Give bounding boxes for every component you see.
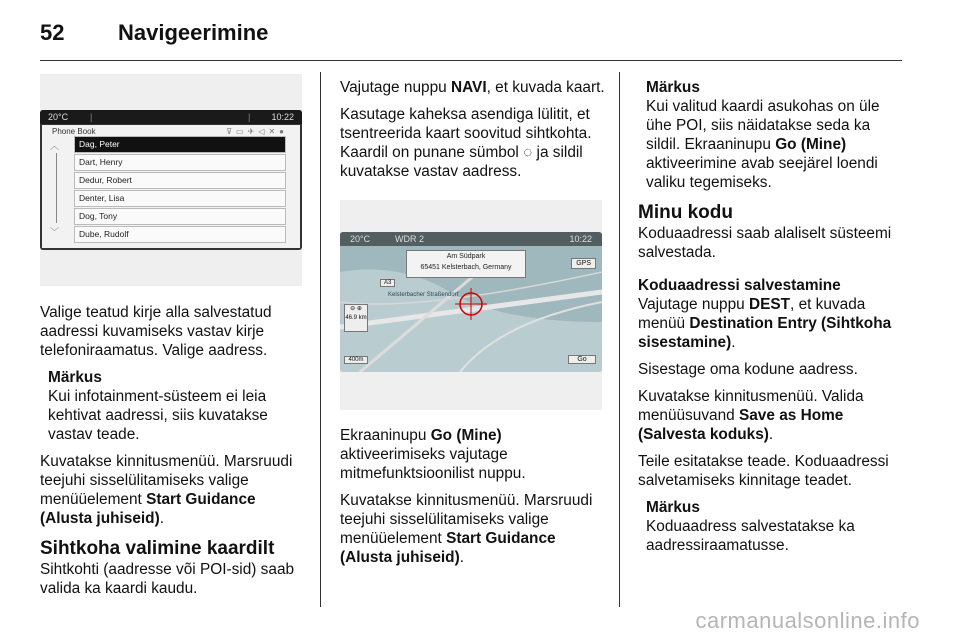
note-box bbox=[638, 78, 906, 192]
note-box bbox=[638, 498, 906, 555]
column-2 bbox=[340, 78, 605, 189]
text-span: Kui valitud kaardi asukohas on üle ühe POI, siis näidatakse seda ka sildil. Ekraaninupu bbox=[646, 98, 880, 153]
text-span: . bbox=[731, 334, 736, 351]
address-label bbox=[406, 250, 526, 278]
status-separator: | bbox=[248, 112, 251, 122]
note-title: Märkus bbox=[646, 499, 700, 516]
contact-row[interactable]: Dedur, Robert bbox=[74, 172, 286, 189]
section-heading: Minu kodu bbox=[638, 202, 733, 223]
note-title: Märkus bbox=[646, 79, 700, 96]
status-icons: ⊽▭✈◁✕● bbox=[226, 127, 288, 136]
road-label: A3 bbox=[380, 279, 395, 287]
text-span: Vajutage nuppu bbox=[638, 296, 749, 313]
contact-row[interactable]: Dube, Rudolf bbox=[74, 226, 286, 243]
subsection-heading: Koduaadressi salvestamine bbox=[638, 277, 841, 294]
column-divider-1 bbox=[320, 72, 321, 607]
figure-phonebook bbox=[40, 74, 302, 286]
column-3 bbox=[638, 78, 906, 563]
column-1 bbox=[40, 303, 310, 606]
button-reference: Go (Mine) bbox=[775, 136, 847, 153]
text-span: aktiveerimine avab seejärel loendi valiku tegemiseks. bbox=[646, 155, 878, 191]
city-label: Kelsterbacher Straßendorf bbox=[388, 292, 459, 298]
speed-readout: 46.9 km bbox=[345, 315, 367, 321]
contact-row[interactable]: Dog, Tony bbox=[74, 208, 286, 225]
text-span: . bbox=[159, 510, 164, 527]
phonebook-panel bbox=[42, 125, 300, 248]
header-rule bbox=[40, 60, 902, 61]
map-screen bbox=[340, 232, 602, 372]
text-span: Kuvatakse kinnitusmenüü. Marsruudi teejuhi sisselülitamiseks valige menüüelement bbox=[40, 453, 293, 508]
phonebook-title: Phone Book bbox=[52, 127, 96, 136]
zoom-panel[interactable] bbox=[344, 304, 368, 332]
paragraph bbox=[638, 295, 906, 352]
text-span: , et kuvada kaart. bbox=[486, 79, 605, 96]
zoom-icon[interactable]: ⊖ ⊕ bbox=[350, 306, 362, 312]
chapter-title: Navigeerimine bbox=[118, 20, 269, 45]
menu-item-reference: Start Guidance (Alusta juhiseid) bbox=[340, 530, 556, 566]
scroll-down-icon[interactable]: ﹀ bbox=[50, 227, 60, 237]
section-heading: Sihtkoha valimine kaardilt bbox=[40, 538, 275, 559]
contact-row[interactable]: Dart, Henry bbox=[74, 154, 286, 171]
paragraph bbox=[340, 426, 605, 483]
menu-item-reference: Start Guidance (Alusta juhiseid) bbox=[40, 491, 256, 527]
text-span: . bbox=[768, 426, 774, 443]
column-divider-2 bbox=[619, 72, 620, 607]
status-time: 10:22 bbox=[271, 112, 294, 122]
paragraph: Kasutage kaheksa asendiga lülitit, et tsentreerida kaart soovitud sihtkohta. Kaardil on punane sümbol ◌ ja sildil kuvatakse vastav aadress. bbox=[340, 106, 592, 180]
map-statusbar bbox=[340, 232, 602, 246]
paragraph: Koduaadressi saab alaliselt süsteemi salvestada. bbox=[638, 225, 892, 261]
column-2-continued bbox=[340, 426, 605, 575]
text-span: Ekraaninupu bbox=[340, 427, 431, 444]
page-number: 52 bbox=[40, 20, 65, 45]
contact-row[interactable]: Denter, Lisa bbox=[74, 190, 286, 207]
paragraph: Sihtkohti (aadresse või POI-sid) saab valida ka kaardi kaudu. bbox=[40, 561, 295, 597]
phonebook-screen bbox=[40, 110, 302, 250]
go-button[interactable]: Go bbox=[568, 355, 596, 364]
note-title: Märkus bbox=[48, 369, 102, 386]
status-temperature: 20°C bbox=[48, 112, 69, 122]
address-line-2: 65451 Kelsterbach, Germany bbox=[420, 264, 512, 271]
button-reference: NAVI bbox=[450, 79, 487, 96]
gps-indicator: GPS bbox=[571, 258, 596, 269]
paragraph bbox=[340, 491, 605, 567]
button-reference: Go (Mine) bbox=[430, 427, 502, 444]
note-text: Koduaadress salvestatakse ka aadressiraamatusse. bbox=[646, 518, 855, 554]
status-time: 10:22 bbox=[569, 234, 592, 244]
menu-item-reference: Destination Entry (Sihtkoha sisestamine) bbox=[638, 315, 892, 351]
paragraph: Teile esitatakse teade. Koduaadressi salvetamiseks kinnitage teadet. bbox=[638, 453, 889, 489]
text-span: aktiveerimiseks vajutage mitmefunktsioonilist nuppu. bbox=[340, 446, 526, 482]
note-text bbox=[646, 97, 906, 192]
button-reference: DEST bbox=[748, 296, 791, 313]
status-station: WDR 2 bbox=[395, 234, 424, 244]
contact-row[interactable]: Dag, Peter bbox=[74, 136, 286, 153]
contact-list bbox=[74, 136, 286, 244]
figure-map bbox=[340, 200, 602, 410]
text-span: Kuvatakse kinnitusmenüü. Valida menüüsuvand bbox=[638, 388, 864, 424]
scroll-up-icon[interactable]: ︿ bbox=[50, 141, 60, 151]
paragraph bbox=[40, 452, 310, 528]
scrollbar[interactable] bbox=[56, 153, 57, 223]
status-temperature: 20°C bbox=[350, 234, 371, 244]
paragraph bbox=[638, 387, 906, 444]
status-separator: | bbox=[90, 112, 93, 122]
distance-readout: 400m bbox=[344, 356, 368, 364]
text-span: Vajutage nuppu bbox=[340, 79, 451, 96]
note-box bbox=[40, 368, 310, 444]
text-span: Kuvatakse kinnitusmenüü. Marsruudi teejuhi sisselülitamiseks valige menüüelement bbox=[340, 492, 593, 547]
text-span: . bbox=[459, 549, 464, 566]
page-header bbox=[40, 20, 268, 46]
address-line-1: Am Südpark bbox=[446, 253, 486, 260]
watermark: carmanualsonline.info bbox=[695, 608, 920, 633]
note-text: Kui infotainment-süsteem ei leia kehtivat aadressi, siis kuvatakse vastav teade. bbox=[48, 388, 268, 443]
text-span: , et kuvada menüü bbox=[638, 296, 866, 332]
paragraph bbox=[340, 78, 605, 97]
paragraph: Sisestage oma kodune aadress. bbox=[638, 361, 858, 378]
menu-item-reference: Save as Home (Salvesta koduks) bbox=[638, 407, 844, 443]
phonebook-statusbar bbox=[40, 110, 302, 124]
paragraph: Valige teatud kirje alla salvestatud aadressi kuvamiseks vastav kirje telefoniraamatus. Valige aadress. bbox=[40, 304, 272, 359]
